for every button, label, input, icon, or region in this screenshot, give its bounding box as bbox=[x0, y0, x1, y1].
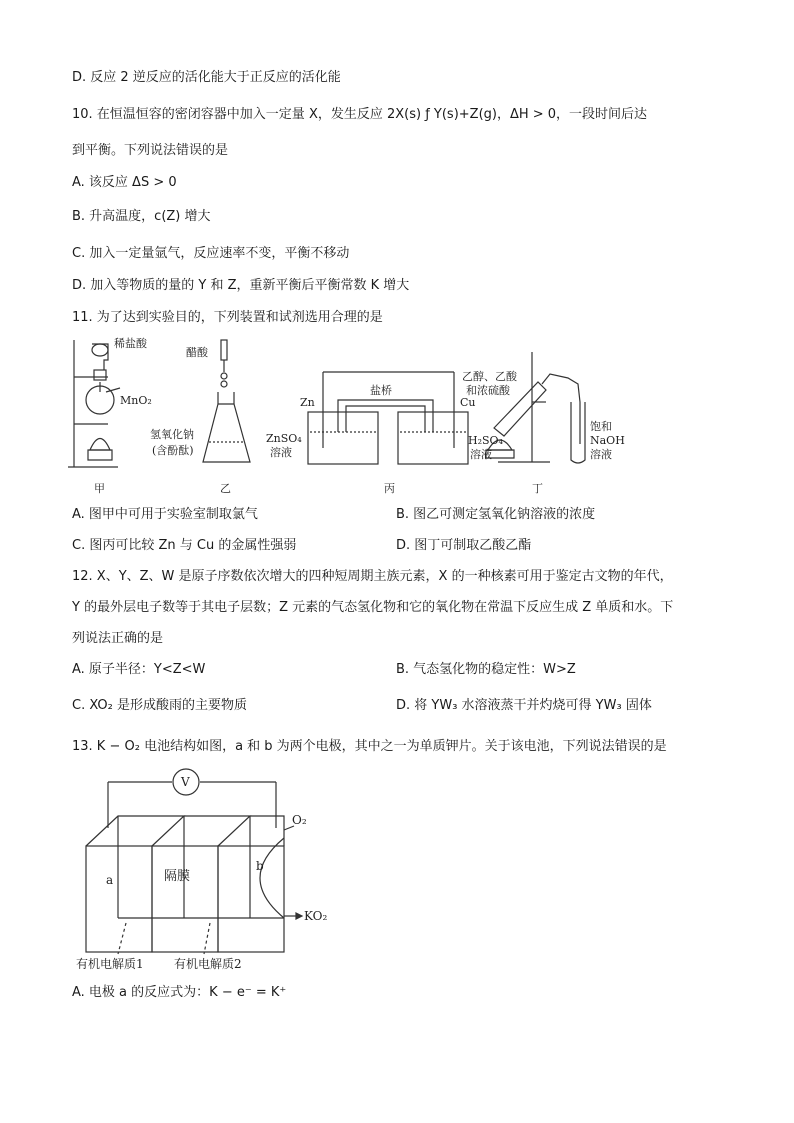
bing-cu: Cu bbox=[460, 396, 476, 409]
ding-sat: 饱和 bbox=[590, 420, 612, 433]
bing-caption: 丙 bbox=[384, 482, 395, 495]
bing-h2so4-sol: 溶液 bbox=[470, 448, 492, 461]
ding-caption: 丁 bbox=[532, 482, 543, 495]
electrode-b-label: b bbox=[256, 859, 264, 873]
bing-zn: Zn bbox=[300, 396, 315, 409]
q12-stem-line3: 列说法正确的是 bbox=[72, 631, 164, 646]
membrane-label: 隔膜 bbox=[164, 869, 191, 884]
q10-option-b: B. 升高温度，c(Z) 增大 bbox=[72, 209, 211, 224]
bing-salt-bridge: 盐桥 bbox=[370, 384, 392, 397]
q11-option-c: C. 图丙可比较 Zn 与 Cu 的金属性强弱 bbox=[72, 538, 297, 553]
jia-caption: 甲 bbox=[94, 482, 105, 495]
q11-option-a: A. 图甲中可用于实验室制取氯气 bbox=[72, 507, 258, 522]
q9-option-d: D. 反应 2 逆反应的活化能大于正反应的活化能 bbox=[72, 70, 341, 85]
q11-apparatus-figure bbox=[68, 332, 628, 497]
q10-option-d: D. 加入等物质的量的 Y 和 Z，重新平衡后平衡常数 K 增大 bbox=[72, 278, 410, 293]
ding-reagent2: 和浓硫酸 bbox=[466, 384, 510, 397]
yi-reagent3: (含酚酞) bbox=[152, 444, 194, 457]
ding-naoh: NaOH bbox=[590, 434, 625, 447]
bing-znso4-sol: 溶液 bbox=[270, 446, 292, 459]
yi-caption: 乙 bbox=[220, 482, 231, 495]
electrolyte2-label: 有机电解质2 bbox=[174, 957, 242, 971]
q12-stem-line1: 12. X、Y、Z、W 是原子序数依次增大的四种短周期主族元素，X 的一种核素可用于鉴定古文物的年代， bbox=[72, 569, 673, 584]
bing-h2so4: H₂SO₄ bbox=[468, 434, 503, 447]
voltmeter-label: V bbox=[181, 775, 190, 789]
q10-option-a: A. 该反应 ΔS > 0 bbox=[72, 175, 177, 190]
q12-option-c: C. XO₂ 是形成酸雨的主要物质 bbox=[72, 698, 247, 713]
yi-reagent1: 醋酸 bbox=[186, 346, 208, 359]
q12-option-d: D. 将 YW₃ 水溶液蒸干并灼烧可得 YW₃ 固体 bbox=[396, 698, 652, 713]
o2-label: O₂ bbox=[292, 813, 307, 827]
ding-reagent1: 乙醇、乙酸 bbox=[462, 370, 517, 383]
q12-option-a: A. 原子半径：Y<Z<W bbox=[72, 662, 206, 677]
ding-sol: 溶液 bbox=[590, 448, 612, 461]
bing-znso4: ZnSO₄ bbox=[266, 432, 302, 445]
ko2-label: KO₂ bbox=[304, 909, 328, 923]
q10-stem-line1: 10. 在恒温恒容的密闭容器中加入一定量 X，发生反应 2X(s) ƒ Y(s)+Z(g)，ΔH > 0，一段时间后达 bbox=[72, 107, 648, 122]
q13-option-a: A. 电极 a 的反应式为：K − e⁻ = K⁺ bbox=[72, 985, 287, 1000]
q10-stem-line2: 到平衡。下列说法错误的是 bbox=[72, 143, 229, 158]
q10-option-c: C. 加入一定量氩气，反应速率不变，平衡不移动 bbox=[72, 246, 350, 261]
q11-stem: 11. 为了达到实验目的，下列装置和试剂选用合理的是 bbox=[72, 310, 383, 325]
q13-stem: 13. K − O₂ 电池结构如图，a 和 b 为两个电极，其中之一为单质钾片。关于该电池，下列说法错误的是 bbox=[72, 739, 667, 754]
q11-option-d: D. 图丁可制取乙酸乙酯 bbox=[396, 538, 532, 553]
q13-battery-figure bbox=[68, 768, 338, 978]
electrode-a-label: a bbox=[106, 873, 114, 887]
yi-reagent2: 氢氧化钠 bbox=[150, 428, 194, 441]
q12-stem-line2: Y 的最外层电子数等于其电子层数；Z 元素的气态氢化物和它的氧化物在常温下反应生成 Z 单质和水。下 bbox=[72, 600, 674, 615]
jia-reagent2: MnO₂ bbox=[120, 394, 152, 407]
jia-reagent1: 稀盐酸 bbox=[114, 337, 147, 350]
q12-option-b: B. 气态氢化物的稳定性：W>Z bbox=[396, 662, 576, 677]
electrolyte1-label: 有机电解质1 bbox=[76, 957, 144, 971]
q11-option-b: B. 图乙可测定氢氧化钠溶液的浓度 bbox=[396, 507, 596, 522]
